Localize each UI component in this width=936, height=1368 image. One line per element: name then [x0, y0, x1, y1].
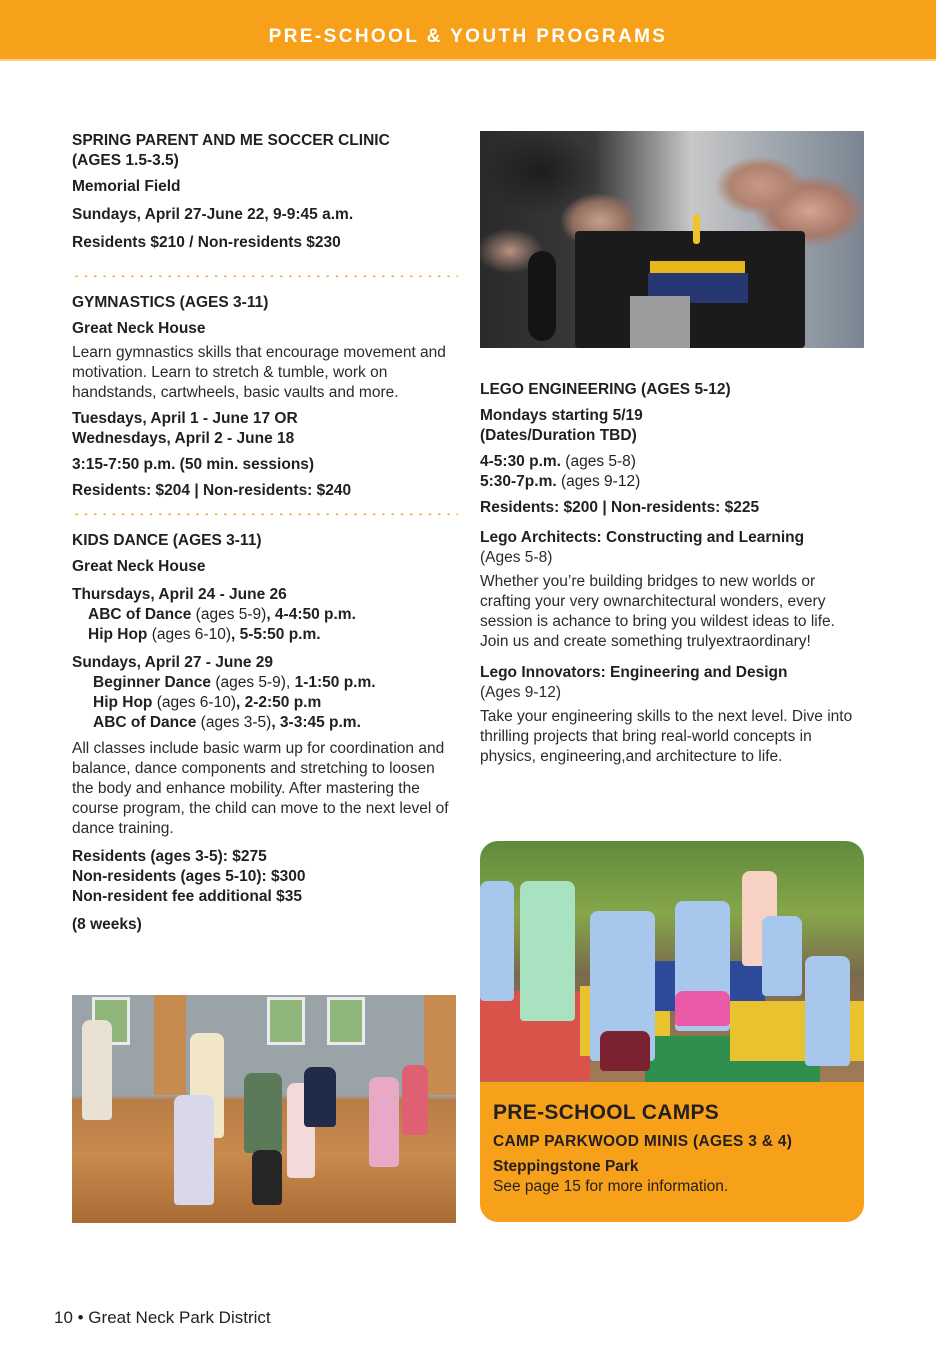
- program-title: SPRING PARENT AND ME SOCCER CLINIC: [72, 132, 390, 149]
- left-column: [72, 131, 458, 935]
- lego-wheel-shape: [528, 251, 556, 341]
- class-line: [72, 673, 458, 693]
- preschool-camps-callout: [480, 1082, 864, 1222]
- door-shape: [154, 995, 186, 1095]
- program-title: KIDS DANCE (AGES 3-11): [72, 532, 262, 549]
- class-line: [72, 713, 458, 733]
- subprogram-description: Whether you’re building bridges to new worlds or crafting your very ownarchitectural wonders, every session is achance to bring you wildest ideas to life. Join us and create something trulyextraordinary!: [480, 573, 835, 650]
- class-name: Beginner Dance: [93, 674, 212, 691]
- section-title: PRE-SCHOOL & YOUTH PROGRAMS: [268, 25, 668, 47]
- child-shape: [480, 881, 514, 1001]
- window-shape: [267, 997, 305, 1045]
- person-shape: [244, 1073, 282, 1153]
- callout-subtitle: CAMP PARKWOOD MINIS (AGES 3 & 4): [493, 1133, 793, 1150]
- child-shape: [675, 991, 730, 1026]
- class-time: , 5-5:50 p.m.: [230, 626, 321, 643]
- time-value: 5:30-7p.m.: [480, 473, 557, 490]
- time-value: 4-5:30 p.m.: [480, 453, 561, 470]
- class-name: ABC of Dance: [93, 714, 197, 731]
- class-line: [72, 625, 458, 645]
- program-schedule: Sundays, April 27-June 22, 9-9:45 a.m.: [72, 206, 354, 223]
- class-time: 1-1:50 p.m.: [294, 674, 376, 691]
- subprogram-description: Take your engineering skills to the next level. Dive into thrilling projects that bring real-world concepts in physics, engineering,and architecture to life.: [480, 708, 853, 765]
- dance-photo: [72, 995, 456, 1223]
- person-shape: [174, 1095, 214, 1205]
- program-schedule-line-1: Mondays starting 5/19: [480, 407, 643, 424]
- class-name: Hip Hop: [93, 694, 153, 711]
- class-ages: (ages 5-9),: [211, 674, 295, 691]
- thursday-heading: Thursdays, April 24 - June 26: [72, 586, 287, 603]
- class-time: , 4-4:50 p.m.: [266, 606, 356, 623]
- program-fees: Residents: $204 | Non-residents: $240: [72, 482, 352, 499]
- subprogram-ages: (Ages 9-12): [480, 684, 561, 701]
- fee-line: Non-resident fee additional $35: [72, 888, 302, 905]
- program-location: Great Neck House: [72, 558, 206, 575]
- program-title-ages: (AGES 1.5-3.5): [72, 152, 179, 169]
- program-gymnastics: [72, 293, 458, 501]
- time-ages: (ages 9-12): [556, 473, 641, 490]
- program-fees: Residents $210 / Non-residents $230: [72, 234, 341, 251]
- program-description: Learn gymnastics skills that encourage movement and motivation. Learn to stretch & tumble, work on handstands, cartwheels, basic vaults and more.: [72, 344, 446, 401]
- person-shape: [402, 1065, 428, 1135]
- class-time: , 2-2:50 p.m: [235, 694, 322, 711]
- lego-photo: [480, 131, 864, 348]
- dotted-divider: [72, 275, 458, 277]
- program-schedule-line-2: (Dates/Duration TBD): [480, 427, 637, 444]
- sunday-heading: Sundays, April 27 - June 29: [72, 654, 273, 671]
- program-soccer-clinic: [72, 131, 458, 253]
- dotted-divider: [72, 513, 458, 515]
- lego-yellow-beam: [650, 261, 745, 273]
- person-shape: [82, 1020, 112, 1120]
- class-ages: (ages 6-10): [147, 626, 231, 643]
- child-shape: [600, 1031, 650, 1071]
- time-line: [480, 452, 866, 472]
- class-line: [72, 693, 458, 713]
- child-shape: [762, 916, 802, 996]
- lego-yellow-peg: [693, 214, 700, 244]
- window-shape: [327, 997, 365, 1045]
- time-line: [480, 472, 866, 492]
- program-location: Memorial Field: [72, 178, 181, 195]
- subprogram-title: Lego Innovators: Engineering and Design: [480, 664, 788, 681]
- section-header-banner: [0, 0, 936, 61]
- program-fees: Residents: $200 | Non-residents: $225: [480, 499, 760, 516]
- class-ages: (ages 3-5): [196, 714, 272, 731]
- child-shape: [805, 956, 850, 1066]
- subprogram-ages: (Ages 5-8): [480, 549, 553, 566]
- fee-line: Non-residents (ages 5-10): $300: [72, 868, 306, 885]
- program-title: LEGO ENGINEERING (AGES 5-12): [480, 381, 731, 398]
- class-ages: (ages 5-9): [191, 606, 267, 623]
- class-name: Hip Hop: [88, 626, 148, 643]
- program-duration: (8 weeks): [72, 916, 142, 933]
- class-line: [72, 605, 458, 625]
- page-footer: 10 • Great Neck Park District: [54, 1308, 271, 1327]
- program-lego-engineering: [480, 380, 866, 767]
- subprogram-title: Lego Architects: Constructing and Learning: [480, 529, 805, 546]
- callout-location: Steppingstone Park: [493, 1158, 639, 1175]
- time-ages: (ages 5-8): [560, 453, 636, 470]
- callout-note: See page 15 for more information.: [493, 1178, 729, 1195]
- class-time: , 3-3:45 p.m.: [271, 714, 361, 731]
- camp-photo: [480, 841, 864, 1082]
- program-times: 3:15-7:50 p.m. (50 min. sessions): [72, 456, 315, 473]
- right-column: [480, 380, 866, 767]
- class-ages: (ages 6-10): [152, 694, 236, 711]
- program-title: GYMNASTICS (AGES 3-11): [72, 294, 269, 311]
- program-schedule-line-1: Tuesdays, April 1 - June 17 OR: [72, 410, 298, 427]
- program-kids-dance: [72, 531, 458, 935]
- program-schedule-line-2: Wednesdays, April 2 - June 18: [72, 430, 295, 447]
- door-shape: [424, 995, 456, 1095]
- fee-line: Residents (ages 3-5): $275: [72, 848, 267, 865]
- program-description: All classes include basic warm up for coordination and balance, dance components and stretching to loosen the body and enhance mobility. After mastering the course program, the child can move to the next level of dance training.: [72, 740, 449, 837]
- lego-grey-part: [630, 296, 690, 348]
- callout-title: PRE-SCHOOL CAMPS: [493, 1101, 720, 1124]
- person-shape: [369, 1077, 399, 1167]
- class-name: ABC of Dance: [88, 606, 192, 623]
- person-shape: [304, 1067, 336, 1127]
- program-location: Great Neck House: [72, 320, 206, 337]
- child-shape: [520, 881, 575, 1021]
- person-shape: [252, 1150, 282, 1205]
